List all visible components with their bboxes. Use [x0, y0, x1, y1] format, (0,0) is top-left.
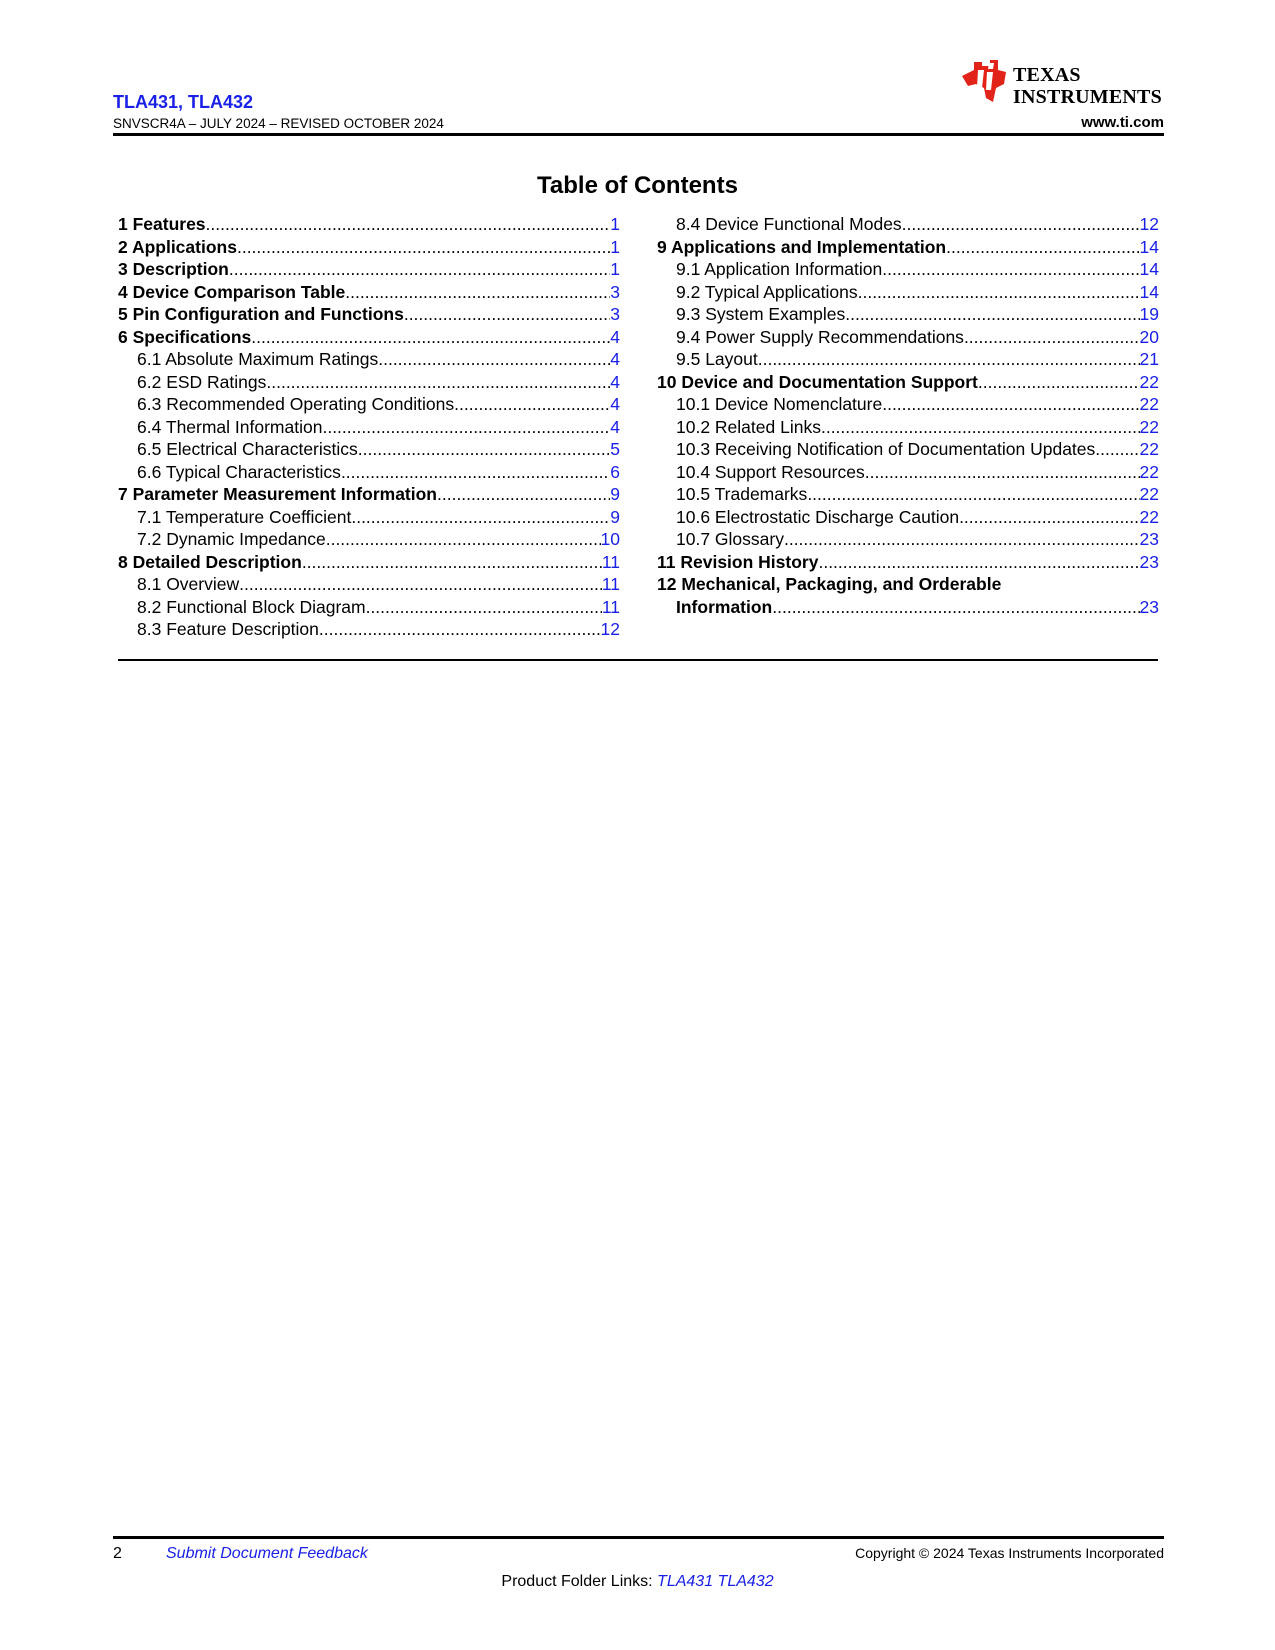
toc-leader-dots	[239, 573, 602, 596]
toc-left-column	[118, 213, 620, 641]
toc-leader-dots	[206, 213, 611, 236]
toc-page-link[interactable]: 23	[1139, 529, 1159, 549]
toc-entry-label: 6.5 Electrical Characteristics	[137, 439, 358, 459]
toc-entry-label: 10.7 Glossary	[676, 529, 784, 549]
toc-entry[interactable]	[118, 416, 620, 439]
toc-right-column	[657, 213, 1159, 618]
toc-entry[interactable]	[657, 281, 1159, 304]
toc-entry-label: 10 Device and Documentation Support	[657, 371, 978, 392]
toc-leader-dots	[978, 371, 1140, 394]
toc-leader-dots	[319, 618, 601, 641]
toc-entry[interactable]	[657, 506, 1159, 529]
toc-entry-label: 4 Device Comparison Table	[118, 281, 346, 302]
toc-entry-label: 6.3 Recommended Operating Conditions	[137, 394, 455, 414]
toc-entry-label: 7.1 Temperature Coefficient	[137, 506, 352, 527]
toc-entry[interactable]	[118, 506, 620, 529]
toc-leader-dots	[882, 258, 1139, 281]
toc-page-link[interactable]: 1	[610, 236, 620, 257]
toc-entry-label: 6.6 Typical Characteristics	[137, 461, 341, 482]
toc-entry-label: 10.4 Support Resources	[676, 461, 865, 482]
toc-page-link[interactable]: 4	[610, 416, 620, 437]
toc-page-link[interactable]: 3	[610, 281, 620, 302]
logo-text-instruments: INSTRUMENTS	[1013, 86, 1162, 108]
toc-page-link[interactable]: 22	[1139, 461, 1159, 482]
toc-page-link[interactable]: 6	[610, 461, 620, 482]
toc-leader-dots	[821, 416, 1140, 439]
toc-leader-dots	[858, 281, 1140, 304]
toc-leader-dots	[345, 281, 610, 304]
toc-entry-label: 9 Applications and Implementation	[657, 236, 947, 257]
toc-entry[interactable]	[118, 236, 620, 259]
toc-leader-dots	[366, 596, 602, 619]
ti-logo	[960, 58, 1164, 106]
toc-entry[interactable]	[657, 371, 1159, 394]
toc-entry[interactable]	[118, 281, 620, 304]
toc-page-link[interactable]: 1	[610, 259, 620, 279]
toc-entry-label: 8 Detailed Description	[118, 551, 302, 572]
toc-leader-dots	[807, 483, 1139, 506]
toc-entry[interactable]	[657, 303, 1159, 326]
toc-page-link[interactable]: 9	[610, 484, 620, 504]
toc-page-link[interactable]: 22	[1139, 416, 1159, 437]
toc-entry-label: 6.4 Thermal Information	[137, 416, 323, 437]
toc-entry-label: 9.2 Typical Applications	[676, 281, 858, 302]
toc-leader-dots	[378, 348, 610, 371]
toc-page-link[interactable]: 4	[610, 349, 620, 369]
toc-leader-dots	[404, 303, 610, 326]
toc-entry-label: 6.2 ESD Ratings	[137, 371, 267, 392]
product-link-tla431[interactable]: TLA431	[657, 1573, 714, 1590]
toc-entry-label: 8.2 Functional Block Diagram	[137, 596, 366, 617]
toc-entry[interactable]	[657, 258, 1159, 281]
page-number: 2	[113, 1545, 122, 1562]
toc-page-link[interactable]: 22	[1139, 371, 1159, 392]
toc-page-link[interactable]: 23	[1139, 596, 1159, 617]
toc-leader-dots	[266, 371, 610, 394]
toc-page-link[interactable]: 4	[610, 394, 620, 414]
toc-page-link[interactable]: 9	[610, 506, 620, 527]
toc-page-link[interactable]: 19	[1139, 304, 1159, 324]
toc-page-link[interactable]: 22	[1139, 484, 1159, 504]
toc-entry[interactable]	[118, 528, 620, 551]
header-divider	[113, 133, 1164, 136]
toc-entry-label: 10.2 Related Links	[676, 416, 821, 437]
toc-leader-dots	[818, 551, 1139, 574]
toc-leader-dots	[322, 416, 610, 439]
toc-leader-dots	[251, 326, 610, 349]
toc-entry[interactable]	[657, 528, 1159, 551]
ti-bug-icon	[960, 58, 1008, 104]
toc-page-link[interactable]: 3	[610, 304, 620, 324]
toc-page-link[interactable]: 1	[610, 214, 620, 234]
toc-entry[interactable]	[657, 326, 1159, 349]
toc-entry-continuation[interactable]	[657, 596, 1159, 619]
toc-entry[interactable]	[657, 393, 1159, 416]
toc-leader-dots	[902, 213, 1140, 236]
toc-leader-dots	[237, 236, 610, 259]
toc-page-link[interactable]: 22	[1139, 506, 1159, 527]
toc-entry[interactable]	[657, 213, 1159, 236]
toc-heading: Table of Contents	[537, 172, 738, 199]
toc-page-link[interactable]: 23	[1139, 551, 1159, 572]
toc-page-link[interactable]: 10	[600, 529, 620, 549]
toc-entry-label: 8.3 Feature Description	[137, 619, 319, 639]
ti-website-link[interactable]: www.ti.com	[1081, 114, 1164, 131]
toc-entry[interactable]	[118, 303, 620, 326]
toc-page-link[interactable]: 21	[1139, 349, 1159, 369]
toc-entry-label: 10.1 Device Nomenclature	[676, 394, 883, 414]
toc-entry-label: 9.1 Application Information	[676, 259, 883, 279]
toc-leader-dots	[882, 393, 1139, 416]
toc-entry[interactable]	[118, 371, 620, 394]
toc-entry-label: 3 Description	[118, 259, 229, 279]
product-folder-links	[0, 1573, 1275, 1591]
toc-page-link[interactable]: 14	[1139, 281, 1159, 302]
toc-entry-label: 8.4 Device Functional Modes	[676, 214, 902, 234]
toc-leader-dots	[358, 438, 610, 461]
toc-entry[interactable]	[118, 551, 620, 574]
toc-entry[interactable]	[657, 573, 1159, 596]
toc-entry[interactable]	[657, 551, 1159, 574]
toc-page-link[interactable]: 22	[1139, 394, 1159, 414]
toc-entry[interactable]	[657, 438, 1159, 461]
toc-entry[interactable]	[657, 461, 1159, 484]
toc-entry[interactable]	[118, 393, 620, 416]
toc-entry-label: 6 Specifications	[118, 326, 252, 347]
submit-feedback-link[interactable]: Submit Document Feedback	[166, 1545, 368, 1562]
toc-leader-dots	[326, 528, 601, 551]
toc-entry[interactable]	[118, 326, 620, 349]
toc-leader-dots	[454, 393, 610, 416]
toc-leader-dots	[772, 596, 1139, 619]
toc-entry[interactable]	[118, 573, 620, 596]
toc-page-link[interactable]: 20	[1139, 326, 1159, 347]
footer-divider	[113, 1536, 1164, 1539]
toc-page-link[interactable]: 22	[1139, 439, 1159, 459]
toc-entry-label: 10.6 Electrostatic Discharge Caution	[676, 506, 960, 527]
toc-leader-dots	[845, 303, 1139, 326]
toc-page-link[interactable]: 12	[600, 619, 620, 639]
toc-leader-dots	[437, 483, 610, 506]
product-folder-label: Product Folder Links:	[501, 1573, 653, 1590]
toc-leader-dots	[946, 236, 1139, 259]
toc-entry-label: 9.3 System Examples	[676, 304, 846, 324]
toc-page-link[interactable]: 12	[1139, 214, 1159, 234]
toc-entry-label: 7.2 Dynamic Impedance	[137, 529, 326, 549]
toc-entry-label: 8.1 Overview	[137, 574, 240, 594]
toc-entry[interactable]	[118, 618, 620, 641]
toc-page-link[interactable]: 14	[1139, 259, 1159, 279]
toc-entry-label: Information	[676, 596, 773, 617]
toc-entry[interactable]	[118, 483, 620, 506]
toc-entry[interactable]	[118, 461, 620, 484]
toc-entry[interactable]	[118, 438, 620, 461]
document-title-link[interactable]: TLA431, TLA432	[113, 92, 254, 112]
toc-leader-dots	[229, 258, 610, 281]
toc-entry-label: 1 Features	[118, 214, 206, 234]
toc-entry-label: 9.4 Power Supply Recommendations	[676, 326, 964, 347]
toc-entry-label: 9.5 Layout	[676, 349, 758, 369]
toc-entry[interactable]	[657, 483, 1159, 506]
toc-leader-dots	[758, 348, 1140, 371]
toc-entry-label: 12 Mechanical, Packaging, and Orderable	[657, 574, 1002, 594]
toc-leader-dots	[964, 326, 1140, 349]
toc-page-link[interactable]: 5	[610, 439, 620, 459]
toc-entry-label: 7 Parameter Measurement Information	[118, 484, 437, 504]
toc-entry[interactable]	[657, 236, 1159, 259]
product-link-tla432[interactable]: TLA432	[717, 1573, 774, 1590]
toc-divider	[118, 659, 1158, 661]
toc-entry-label: 2 Applications	[118, 236, 237, 257]
toc-page-link[interactable]: 11	[601, 574, 620, 594]
toc-entry[interactable]	[118, 213, 620, 236]
toc-leader-dots	[1095, 438, 1139, 461]
toc-entry[interactable]	[118, 348, 620, 371]
toc-entry-label: 5 Pin Configuration and Functions	[118, 304, 404, 324]
toc-page-link[interactable]: 4	[610, 326, 620, 347]
toc-leader-dots	[865, 461, 1140, 484]
copyright-notice: Copyright © 2024 Texas Instruments Incorporated	[855, 1545, 1164, 1561]
toc-page-link[interactable]: 11	[601, 596, 620, 617]
toc-leader-dots	[784, 528, 1140, 551]
toc-entry-label: 11 Revision History	[657, 551, 819, 572]
page-header	[113, 58, 1164, 134]
toc-leader-dots	[302, 551, 602, 574]
revision-info: SNVSCR4A – JULY 2024 – REVISED OCTOBER 2024	[113, 116, 444, 131]
toc-entry[interactable]	[118, 596, 620, 619]
toc-page-link[interactable]: 11	[601, 551, 620, 572]
toc-entry-label: 6.1 Absolute Maximum Ratings	[137, 349, 379, 369]
toc-page-link[interactable]: 4	[610, 371, 620, 392]
logo-text-texas: TEXAS	[1013, 64, 1081, 86]
toc-page-link[interactable]: 14	[1139, 236, 1159, 257]
toc-leader-dots	[341, 461, 610, 484]
toc-entry-label: 10.3 Receiving Notification of Documentation Updates	[676, 439, 1096, 459]
toc-leader-dots	[351, 506, 610, 529]
toc-entry[interactable]	[657, 348, 1159, 371]
toc-entry-label: 10.5 Trademarks	[676, 484, 808, 504]
toc-entry[interactable]	[657, 416, 1159, 439]
toc-leader-dots	[959, 506, 1139, 529]
toc-entry[interactable]	[118, 258, 620, 281]
